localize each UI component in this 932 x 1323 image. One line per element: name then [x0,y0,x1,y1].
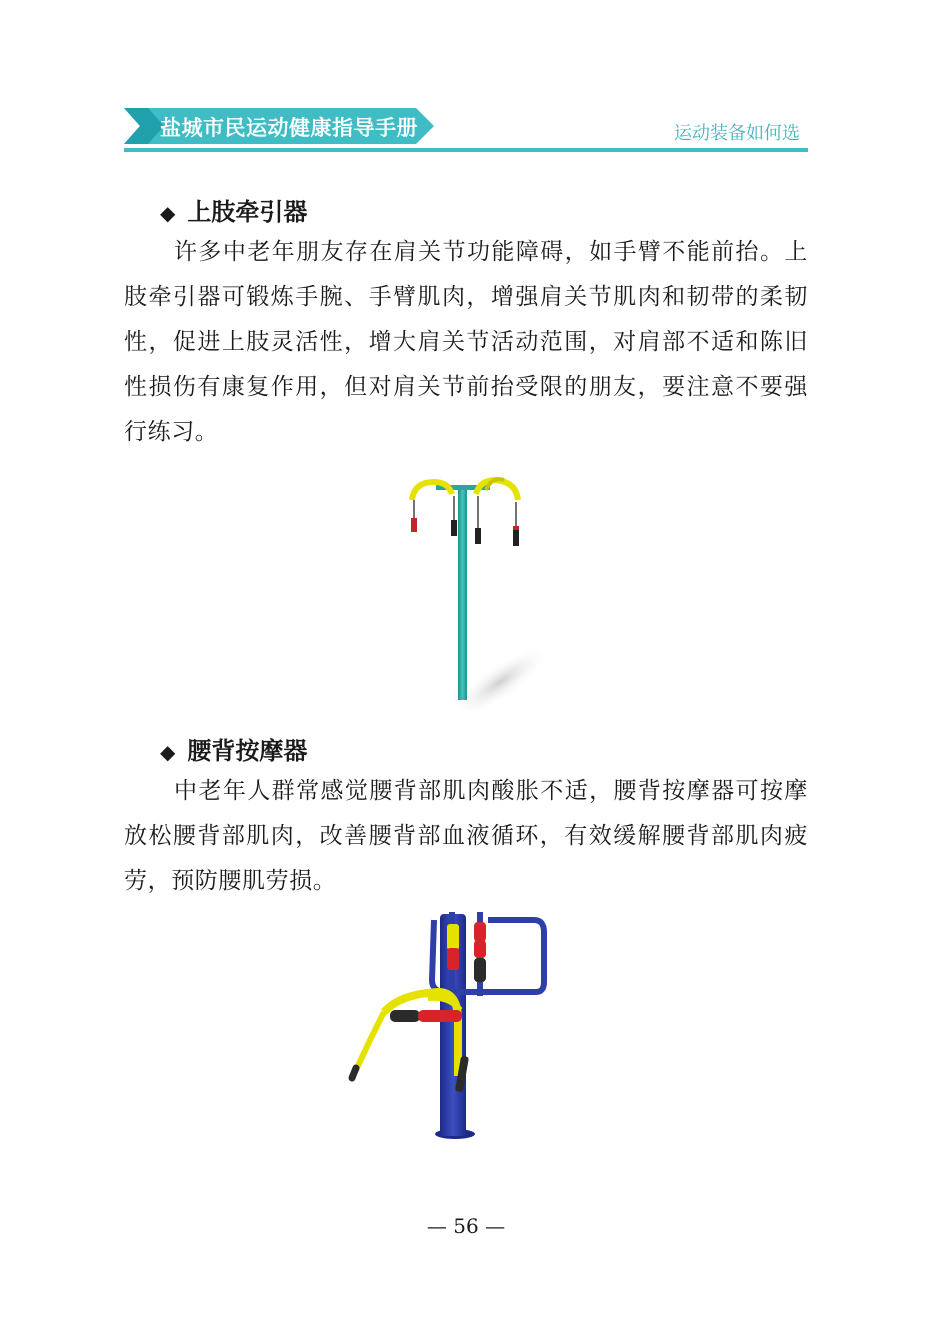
header-rule [124,148,808,152]
header-title: 盐城市民运动健康指导手册 [160,115,418,140]
section-heading-upper-limb [160,192,307,227]
header-section-title: 运动装备如何选 [674,123,800,144]
back-massager-device-image [340,900,560,1145]
section-paragraph-back-massager: 中老年人群常感觉腰背部肌肉酸胀不适，腰背按摩器可按摩放松腰背部肌肉，改善腰背部血液循环，有效缓解腰背部肌肉疲劳，预防腰肌劳损。 [124,778,808,894]
section-heading-text: 上肢牵引器 [187,198,308,226]
page-number: — 56 — [426,1214,506,1238]
section-paragraph-upper-limb: 许多中老年朋友存在肩关节功能障碍，如手臂不能前抬。上肢牵引器可锻炼手腕、手臂肌肉，增强肩关节肌肉和韧带的柔韧性，促进上肢灵活性，增大肩关节活动范围，对肩部不适和陈旧性损伤有康复作用，但对肩关节前抬受限的朋友，要注意不要强行练习。 [124,239,808,445]
upper-limb-traction-device-image [400,470,560,710]
diamond-bullet-icon: ◆ [160,740,176,764]
section-heading-back-massager [160,731,307,766]
page-header [124,104,808,152]
section-heading-text: 腰背按摩器 [187,737,308,765]
diamond-bullet-icon: ◆ [160,201,176,225]
